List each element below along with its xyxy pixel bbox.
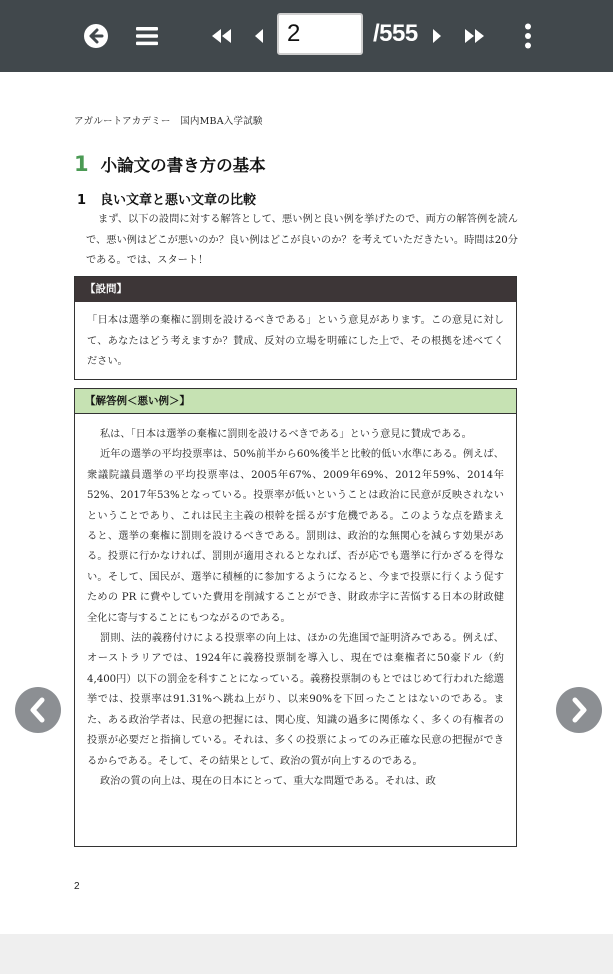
chapter-heading: [74, 152, 266, 176]
menu-button[interactable]: [135, 18, 159, 54]
left-triangle-icon: [254, 28, 264, 44]
last-page-button[interactable]: [462, 18, 486, 54]
right-triangle-icon: [432, 28, 442, 44]
next-page-arrow-button[interactable]: [556, 687, 602, 733]
previous-page-arrow-button[interactable]: [15, 687, 61, 733]
answer-box: [74, 388, 517, 847]
section-number: 1: [77, 193, 87, 208]
answer-paragraph: 罰則、法的義務付けによる投票率の向上は、ほかの先進国で証明済みである。例えば、オーストラリアでは、1924年に義務投票制を導入し、現在では棄権者に50豪ドル（約4,400円）以下の罰金を科すことになっている。義務投票制のもとではじめて行われた総選挙では、投票率は91.31%へ跳ね上がり、以来90%を下回ったことはないのである。また、ある政治学者は、民意の把握には、関心度、知識の過多に関係なく、多くの有権者の投票が必要だと指摘している。それは、多くの投票によってのみ正確な民意の把握ができるからである。そして、その結果として、政治の質が向上するのである。: [87, 633, 504, 767]
section-title: 良い文章と悪い文章の比較: [100, 193, 257, 208]
chapter-number: 1: [74, 152, 89, 176]
back-circle-arrow-icon: [83, 23, 109, 49]
answer-label: 【解答例＜悪い例＞】: [75, 389, 516, 414]
double-right-arrow-icon: [463, 28, 485, 44]
previous-page-button[interactable]: [252, 18, 266, 54]
vertical-dots-icon: [524, 23, 532, 49]
total-pages: /555: [373, 20, 418, 47]
chevron-left-icon: [27, 697, 49, 723]
first-page-button[interactable]: [210, 18, 234, 54]
answer-body: [75, 414, 516, 792]
chevron-right-icon: [568, 697, 590, 723]
next-page-button[interactable]: [430, 18, 444, 54]
hamburger-menu-icon: [136, 26, 158, 46]
intro-paragraph: まず、以下の設問に対する解答として、悪い例と良い例を挙げたので、両方の解答例を読んで、悪い例はどこが悪いのか？良い例はどこが良いのか？を考えていただきたい。時間は20分である。では、スタート！: [86, 214, 518, 266]
chapter-title: 小論文の書き方の基本: [100, 156, 266, 175]
document-page: [0, 72, 613, 934]
back-button[interactable]: [82, 18, 110, 54]
more-options-button[interactable]: [520, 18, 536, 54]
question-label: 【設問】: [75, 277, 516, 302]
page-number: 2: [74, 881, 80, 892]
answer-paragraph: 政治の質の向上は、現在の日本にとって、重大な問題である。それは、政: [100, 775, 436, 787]
answer-paragraph: 近年の選挙の平均投票率は、50%前半から60%後半と比較的低い水準にある。例えば、衆議院議員選挙の平均投票率は、2005年67%、2009年69%、2012年59%、2014年52%、2017年53%となっている。投票率が低いということは政治に民意が反映されないということであり、これは民主主義の根幹を揺るがす危機である。このような点を踏まえると、選挙の棄権に罰則を設けるべきである。罰則は、政治的な無関心を減らす効果がある。投票に行かなければ、罰則が適用されるとなれば、否が応でも選挙に行かざるを得ない。そして、国民が、選挙に積極的に参加するようになると、今まで投票に行くよう促すための PR に費やしていた費用を削減することができ、財政赤字に苦悩する日本の財政健全化に寄与することにもつながるのである。: [87, 449, 504, 624]
section-heading: [77, 189, 256, 208]
page-number-input[interactable]: [277, 13, 363, 55]
answer-paragraph: 私は、「日本は選挙の棄権に罰則を設けるべきである」という意見に賛成である。: [100, 429, 472, 440]
toolbar: [0, 0, 613, 72]
question-box: [74, 276, 517, 380]
double-left-arrow-icon: [211, 28, 233, 44]
page-header: アガルートアカデミー 国内MBA入学試験: [74, 116, 263, 127]
question-text: 「日本は選挙の棄権に罰則を設けるべきである」という意見があります。この意見に対して、あなたはどう考えますか？賛成、反対の立場を明確にした上で、その根拠を述べてください。: [87, 315, 504, 367]
